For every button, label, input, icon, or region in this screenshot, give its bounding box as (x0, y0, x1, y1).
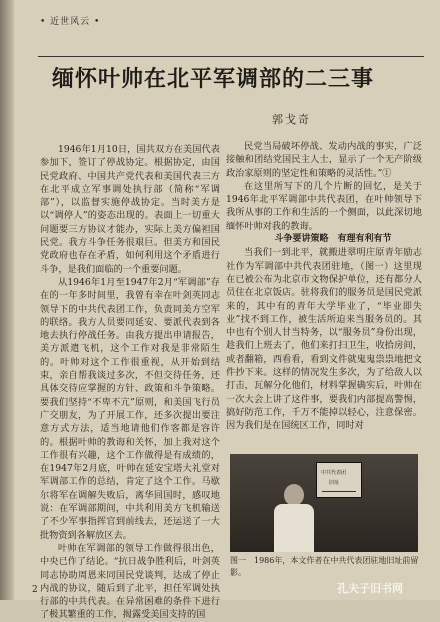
watermark: 孔夫子旧书网 (337, 582, 403, 595)
title-rule (38, 56, 424, 57)
person-head (284, 484, 304, 506)
paragraph: 叶帅在军调部的领导工作做得很出色，中央已作了结论。“抗日战争胜利后，叶剑英同志协助周恩来同国民党谈判，达成了停止内战的协议，随后到了北平，担任军调处执行部的中共代表。在异常困难的条件下进行了极其繁重的工作，揭露受美国支持的国 (40, 542, 220, 621)
photo-caption: 图一 1986年，本文作者在中共代表团驻地旧址前留影。 (230, 556, 419, 577)
binding-shadow (0, 0, 14, 600)
left-column (40, 143, 220, 621)
section-subheading: 斗争要讲策略 有理有利有节 (274, 234, 392, 245)
paragraph: 从1946年1月至1947年2月“军调部”存在的一年多时间里，我曾有幸在叶剑英同志领导下的中共代表团工作，负责同美方空军的联络。我方人员要同延安、要派代表到各地去执行停战任务。由我方提出申请报告，美方派遣飞机，这个工作对我是非常陌生的。叶帅对这个工作很重视，从开始到结束，亲自帮我谈过多次，不但交待任务，还具体交待应掌握的方针、政策和斗争策略。要我们坚持“不卑不亢”原则，和美国飞行员广交朋友，为了开展工作，还多次提出要注意方式方法，适当地请他们作客都是容许的。根据叶帅的教诲和关怀，加上我对这个工作很有兴趣，这个工作做得是有成绩的，在1947年2月底，叶帅在延安宝塔大礼堂对军调部工作的总结，肯定了这个工作。马歇尔将军在调解失败后，离华回国时，感叹地说：在军调部期间，中共利用美方飞机输送了不少军事指挥官到前线去，还运送了一大批物资到各解放区去。 (40, 276, 220, 541)
article-author: 郭戈奇 (272, 113, 311, 126)
plaque-line (322, 491, 356, 492)
right-column (226, 140, 422, 440)
page-number: 2 (32, 585, 38, 595)
historical-photo (230, 454, 418, 552)
person-body (274, 504, 314, 552)
paragraph: 1946年1月10日，国共双方在美国代表参加下，签订了停战协定。根据协定，由国民党政府、中国共产党代表和美国代表三方在北平成立军事调处执行部（简称“军调部”），以监督实施停战协定。当时美方是以“调停人”的姿态出现的。表面上一切重大问题要三方协议才能办，实际上美方偏袒国民党。我方斗争任务很艰巨。但美方和国民党政府也存在矛盾，如何利用这个矛盾进行斗争，是我们面临的一个重要问题。 (40, 144, 220, 275)
plaque-text: 旧址 (329, 480, 340, 486)
paragraph: 民党当局破坏停战、发动内战的事实，广泛接触和团结党国民主人士，显示了一个无产阶级政治家原则的坚定性和策略的灵活性。”① (226, 141, 422, 179)
article-title: 缅怀叶帅在北平军调部的二三事 (52, 66, 375, 92)
paragraph: 在这里所写下的几个片断的回忆，是关于1946年北平军调部中共代表团，在叶帅领导下我所从事的工作和生活的一个侧面，以此深切地缅怀叶帅对我的教诲。 (226, 180, 422, 232)
section-tag: • 近世风云 • (40, 17, 101, 27)
plaque-text: 中共代表团 (321, 470, 347, 476)
paragraph: 当我们一到北平，就搬进翠明庄原青年励志社作为军调部中共代表团驻地，（图一）这里现在已被公布为北京市文物保护单位，还有都分人员住在北京饭店。驻将我们的服务员是国民党派来的，其中有的青年大学毕业了，“毕业即失业”找不到工作，被生活所迫来当服务员的。其中也有个别人甘当特务，以“服务员”身份出现，趁我们上班去了，他们来打扫卫生，收拾房间，或者翻箱，西看看，看到文件就鬼鬼祟祟地把文件抄下来。这样的情况发生多次，为了给敌人以打击，瓦解分化他们，材料掌握确实后，叶帅在一次大会上讲了这件事，要我们内部提高警惕，搞好防范工作，千万不能掉以轻心，注意保密。因为我们是在国统区工作，同时对 (226, 247, 422, 432)
memorial-plaque (316, 462, 362, 498)
